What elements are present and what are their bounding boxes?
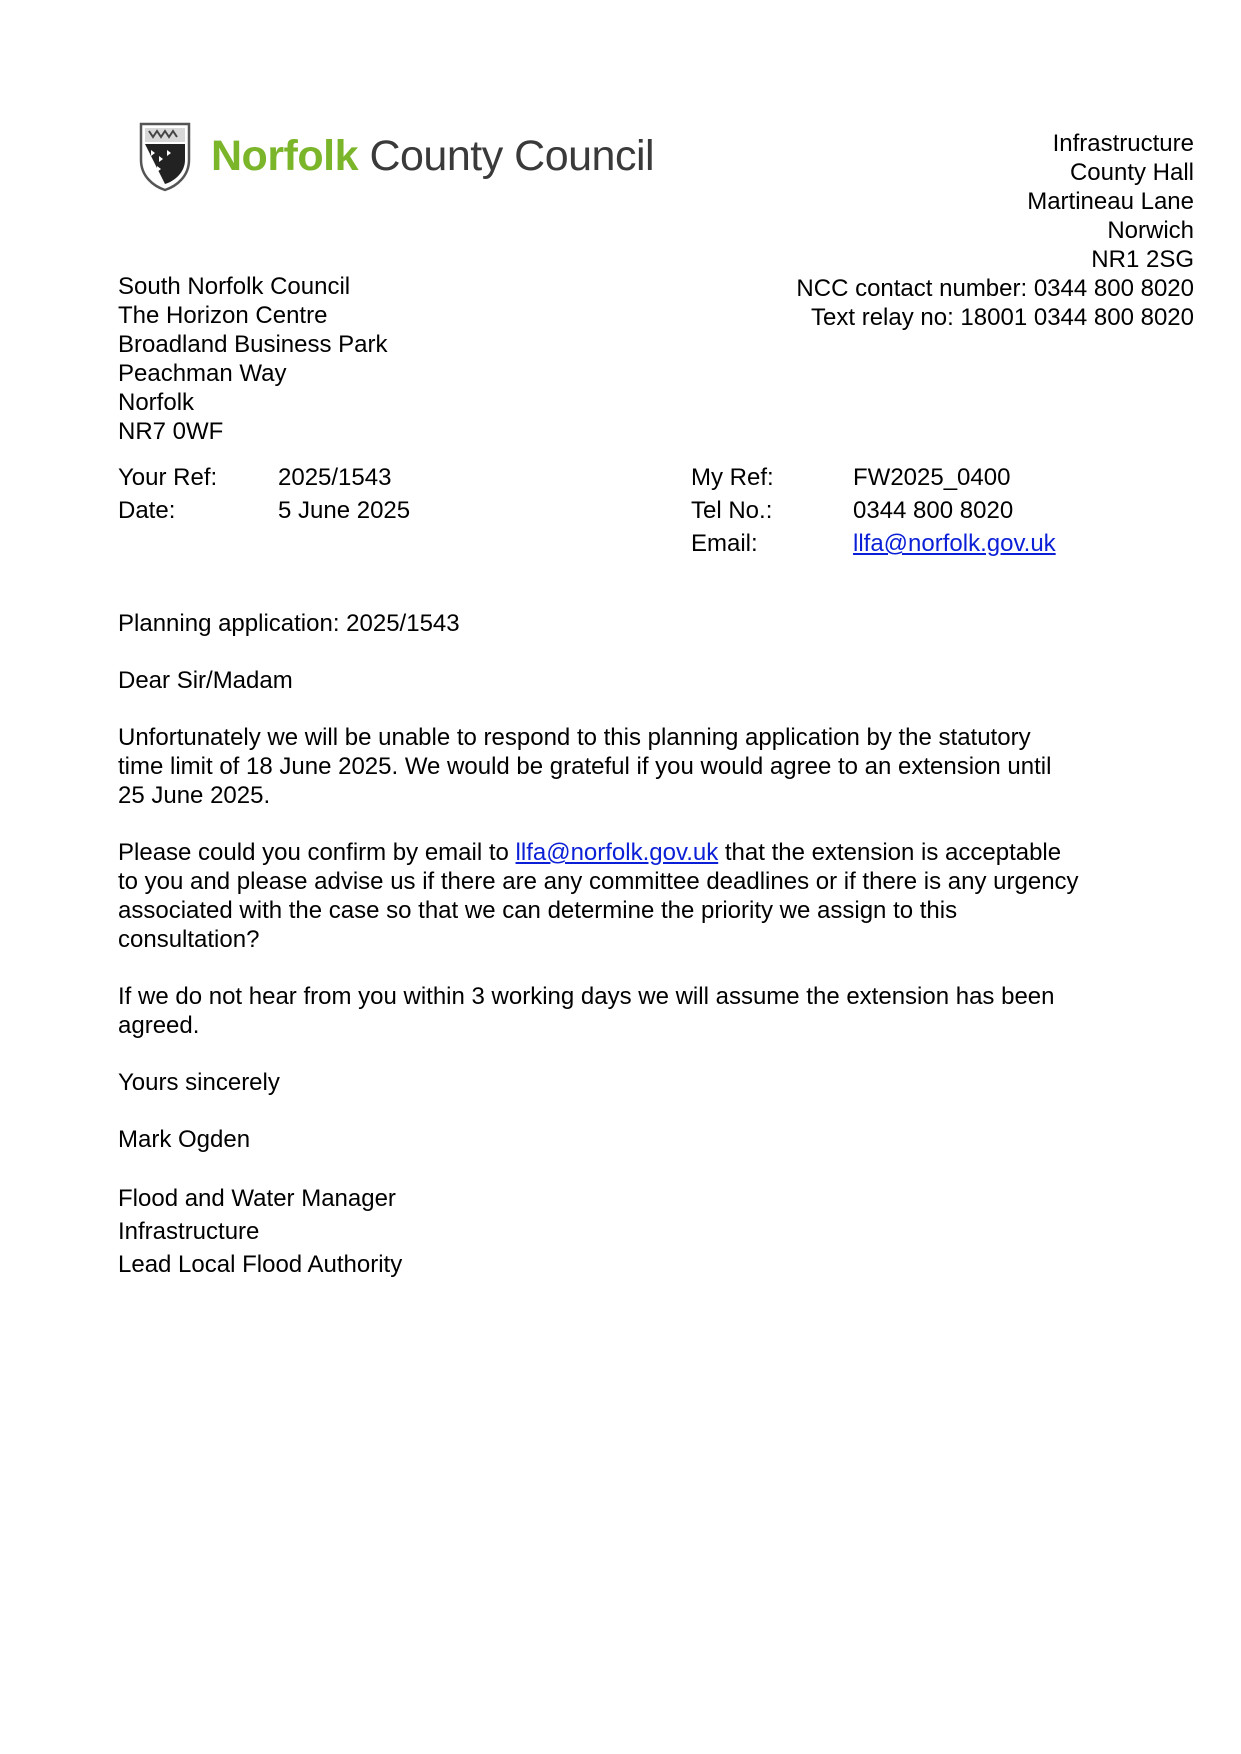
paragraph-1: [118, 723, 1128, 810]
tel-value: 0344 800 8020: [853, 497, 1014, 524]
paragraph-line: [118, 838, 1128, 867]
signatory-title-line: Lead Local Flood Authority: [118, 1251, 403, 1278]
paragraph-line: associated with the case so that we can determine the priority we assign to this: [118, 897, 958, 924]
paragraph-line: agreed.: [118, 1012, 200, 1039]
your-ref-value: 2025/1543: [278, 464, 392, 491]
your-ref-label: Your Ref:: [118, 464, 218, 491]
logo-word-norfolk: Norfolk: [211, 132, 358, 180]
paragraph-line: time limit of 18 June 2025. We would be grateful if you would agree to an extension until: [118, 753, 1052, 780]
closing: Yours sincerely: [118, 1069, 280, 1096]
recipient-line: Peachman Way: [118, 360, 287, 387]
sender-line: Infrastructure: [1052, 130, 1194, 157]
date-label: Date:: [118, 497, 176, 524]
date-value: 5 June 2025: [278, 497, 411, 524]
body-email-link[interactable]: llfa@norfolk.gov.uk: [515, 839, 719, 866]
tel-label: Tel No.:: [691, 497, 773, 524]
paragraph-text: Please could you confirm by email to: [118, 839, 516, 866]
signatory-title-line: Infrastructure: [118, 1218, 260, 1245]
recipient-address: [118, 272, 387, 446]
recipient-line: Broadland Business Park: [118, 331, 388, 358]
my-ref-value: FW2025_0400: [853, 464, 1011, 491]
paragraph-text: that the extension is acceptable: [718, 839, 1062, 866]
sender-contact-number: NCC contact number: 0344 800 8020: [796, 275, 1194, 302]
sender-text-relay: Text relay no: 18001 0344 800 8020: [811, 304, 1194, 331]
paragraph-line: consultation?: [118, 926, 260, 953]
email-label: Email:: [691, 530, 758, 557]
salutation: Dear Sir/Madam: [118, 667, 293, 694]
date-row: [118, 496, 410, 529]
sender-line: Norwich: [1107, 217, 1194, 244]
my-ref-row: [691, 463, 1056, 496]
recipient-line: The Horizon Centre: [118, 302, 328, 329]
subject-line: Planning application: 2025/1543: [118, 610, 460, 637]
shield-crest-icon: [137, 120, 193, 192]
paragraph-3: [118, 982, 1128, 1040]
paragraph-line: 25 June 2025.: [118, 782, 271, 809]
tel-row: [691, 496, 1056, 529]
paragraph-2: [118, 838, 1128, 954]
paragraph-line: to you and please advise us if there are any committee deadlines or if there is any urgency: [118, 868, 1079, 895]
your-ref-row: [118, 463, 410, 496]
sender-line: Martineau Lane: [1027, 188, 1194, 215]
email-link[interactable]: llfa@norfolk.gov.uk: [853, 530, 1056, 557]
paragraph-line: Unfortunately we will be unable to respond to this planning application by the statutory: [118, 724, 1031, 751]
email-row: [691, 529, 1056, 562]
recipient-line: NR7 0WF: [118, 418, 224, 445]
signatory-title-line: Flood and Water Manager: [118, 1185, 396, 1212]
my-ref-label: My Ref:: [691, 464, 774, 491]
logo-wordmark: [211, 131, 654, 181]
reference-block-right: [691, 463, 1056, 562]
logo-word-county-council: County Council: [369, 132, 655, 180]
reference-block-left: [118, 463, 410, 529]
council-logo: [137, 120, 654, 192]
sender-line: County Hall: [1069, 159, 1194, 186]
paragraph-line: If we do not hear from you within 3 working days we will assume the extension has been: [118, 983, 1055, 1010]
signatory-title-block: [118, 1182, 1128, 1281]
recipient-line: South Norfolk Council: [118, 273, 351, 300]
sender-line: NR1 2SG: [1091, 246, 1194, 273]
recipient-line: Norfolk: [118, 389, 195, 416]
signatory-name: Mark Ogden: [118, 1126, 251, 1153]
sender-address: [796, 129, 1194, 332]
